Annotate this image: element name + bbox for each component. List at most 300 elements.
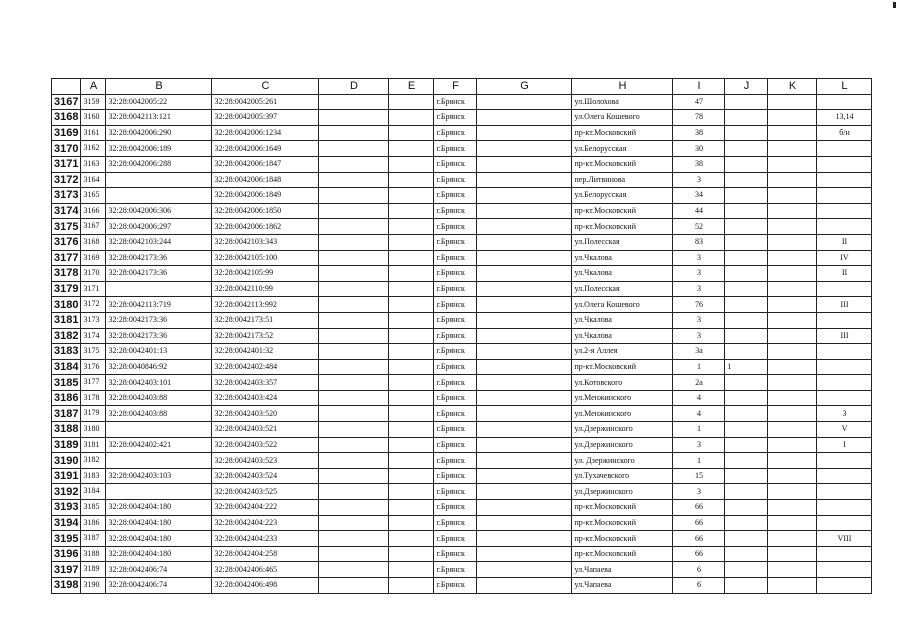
cell-g	[477, 468, 572, 484]
cell-g	[477, 531, 572, 547]
cell-l	[817, 156, 872, 172]
cell-l	[817, 500, 872, 516]
column-header-a: A	[81, 79, 106, 95]
cell-f: г.Брянск	[434, 437, 477, 453]
cell-i: 66	[673, 515, 725, 531]
scan-edge-mark	[893, 2, 896, 8]
cell-h: ул.Менжинского	[572, 390, 673, 406]
column-header-row	[52, 79, 872, 95]
cell-j	[725, 203, 768, 219]
cell-d	[319, 297, 389, 313]
cell-f: г.Брянск	[434, 546, 477, 562]
cell-a: 3172	[81, 297, 106, 313]
cell-d	[319, 188, 389, 204]
cell-a: 3169	[81, 250, 106, 266]
cell-a: 3184	[81, 484, 106, 500]
cell-i: 3	[673, 437, 725, 453]
cell-f: г.Брянск	[434, 500, 477, 516]
cell-d	[319, 125, 389, 141]
cell-g	[477, 156, 572, 172]
cell-b: 32:28:0042403:88	[106, 406, 212, 422]
cell-j	[725, 344, 768, 360]
cell-l	[817, 468, 872, 484]
table-row	[52, 344, 872, 360]
cell-a: 3176	[81, 359, 106, 375]
row-number: 3174	[52, 203, 81, 219]
cell-b: 32:28:0042005:22	[106, 94, 212, 110]
cell-i: 4	[673, 390, 725, 406]
cell-f: г.Брянск	[434, 203, 477, 219]
cell-e	[389, 359, 434, 375]
cell-h: ул.2-я Аллея	[572, 344, 673, 360]
column-header-l: L	[817, 79, 872, 95]
cell-b: 32:28:0042113:121	[106, 110, 212, 126]
cell-l	[817, 344, 872, 360]
cell-d	[319, 203, 389, 219]
cell-e	[389, 546, 434, 562]
cell-c: 32:28:0042404:258	[212, 546, 319, 562]
cell-a: 3170	[81, 266, 106, 282]
cell-g	[477, 422, 572, 438]
cell-i: 3	[673, 328, 725, 344]
cell-b: 32:28:0042173:36	[106, 328, 212, 344]
column-header-j: J	[725, 79, 768, 95]
cell-j	[725, 297, 768, 313]
row-number: 3183	[52, 344, 81, 360]
cell-a: 3159	[81, 94, 106, 110]
cell-e	[389, 515, 434, 531]
cell-l	[817, 578, 872, 594]
cell-j	[725, 375, 768, 391]
table-row	[52, 250, 872, 266]
column-header-f: F	[434, 79, 477, 95]
cell-h: пр-кт.Московский	[572, 203, 673, 219]
spreadsheet-table	[51, 78, 872, 594]
cell-k	[768, 156, 817, 172]
cell-e	[389, 562, 434, 578]
cell-e	[389, 406, 434, 422]
cell-d	[319, 484, 389, 500]
cell-g	[477, 281, 572, 297]
cell-a: 3165	[81, 188, 106, 204]
cell-j	[725, 281, 768, 297]
table-row	[52, 390, 872, 406]
cell-c: 32:28:0042401:32	[212, 344, 319, 360]
row-number: 3187	[52, 406, 81, 422]
cell-b: 32:28:0042403:101	[106, 375, 212, 391]
cell-h: ул.Шолохова	[572, 94, 673, 110]
cell-c: 32:28:0042005:397	[212, 110, 319, 126]
cell-c: 32:28:0042403:521	[212, 422, 319, 438]
cell-l: IV	[817, 250, 872, 266]
row-number: 3169	[52, 125, 81, 141]
cell-j	[725, 546, 768, 562]
cell-h: ул.Менжинского	[572, 406, 673, 422]
cell-d	[319, 156, 389, 172]
cell-a: 3183	[81, 468, 106, 484]
cell-l	[817, 172, 872, 188]
column-header-b: B	[106, 79, 212, 95]
cell-b: 32:28:0042403:103	[106, 468, 212, 484]
row-number: 3193	[52, 500, 81, 516]
cell-f: г.Брянск	[434, 312, 477, 328]
cell-g	[477, 266, 572, 282]
cell-j	[725, 578, 768, 594]
cell-f: г.Брянск	[434, 110, 477, 126]
cell-a: 3179	[81, 406, 106, 422]
cell-a: 3168	[81, 234, 106, 250]
cell-a: 3182	[81, 453, 106, 469]
cell-c: 32:28:0042103:343	[212, 234, 319, 250]
cell-a: 3177	[81, 375, 106, 391]
column-header-g: G	[477, 79, 572, 95]
cell-l	[817, 141, 872, 157]
row-number: 3188	[52, 422, 81, 438]
cell-b: 32:28:0042006:288	[106, 156, 212, 172]
cell-g	[477, 390, 572, 406]
cell-j	[725, 406, 768, 422]
cell-l: III	[817, 297, 872, 313]
cell-d	[319, 437, 389, 453]
cell-j	[725, 125, 768, 141]
cell-c: 32:28:0042403:524	[212, 468, 319, 484]
cell-h: ул.Чкалова	[572, 312, 673, 328]
cell-b: 32:28:0042403:88	[106, 390, 212, 406]
cell-l: VIII	[817, 531, 872, 547]
cell-c: 32:28:0042110:99	[212, 281, 319, 297]
cell-k	[768, 578, 817, 594]
cell-i: 47	[673, 94, 725, 110]
row-number: 3181	[52, 312, 81, 328]
cell-g	[477, 500, 572, 516]
cell-l	[817, 188, 872, 204]
cell-c: 32:28:0042173:51	[212, 312, 319, 328]
cell-j	[725, 562, 768, 578]
row-number: 3185	[52, 375, 81, 391]
cell-d	[319, 453, 389, 469]
cell-l	[817, 484, 872, 500]
cell-b: 32:28:0042402:421	[106, 437, 212, 453]
cell-c: 32:28:0042403:357	[212, 375, 319, 391]
cell-e	[389, 156, 434, 172]
cell-j	[725, 531, 768, 547]
table-row	[52, 297, 872, 313]
cell-k	[768, 422, 817, 438]
cell-e	[389, 234, 434, 250]
cell-a: 3187	[81, 531, 106, 547]
table-row	[52, 141, 872, 157]
cell-h: ул.Котовского	[572, 375, 673, 391]
table-row	[52, 219, 872, 235]
cell-d	[319, 172, 389, 188]
cell-k	[768, 546, 817, 562]
cell-b: 32:28:0042404:180	[106, 546, 212, 562]
cell-d	[319, 375, 389, 391]
cell-d	[319, 390, 389, 406]
table-row	[52, 266, 872, 282]
cell-k	[768, 203, 817, 219]
cell-g	[477, 188, 572, 204]
cell-j	[725, 188, 768, 204]
cell-b: 32:28:0040846:92	[106, 359, 212, 375]
row-number: 3197	[52, 562, 81, 578]
cell-a: 3160	[81, 110, 106, 126]
cell-k	[768, 110, 817, 126]
table-row	[52, 515, 872, 531]
cell-d	[319, 94, 389, 110]
cell-g	[477, 172, 572, 188]
cell-j	[725, 266, 768, 282]
cell-g	[477, 375, 572, 391]
cell-i: 4	[673, 406, 725, 422]
cell-i: 3	[673, 250, 725, 266]
cell-c: 32:28:0042006:1234	[212, 125, 319, 141]
cell-c: 32:28:0042403:525	[212, 484, 319, 500]
cell-j	[725, 422, 768, 438]
cell-j	[725, 437, 768, 453]
cell-k	[768, 219, 817, 235]
cell-f: г.Брянск	[434, 219, 477, 235]
cell-g	[477, 515, 572, 531]
cell-e	[389, 453, 434, 469]
cell-g	[477, 312, 572, 328]
table-row	[52, 422, 872, 438]
table-row	[52, 375, 872, 391]
row-number: 3167	[52, 94, 81, 110]
cell-d	[319, 515, 389, 531]
table-row	[52, 234, 872, 250]
cell-e	[389, 110, 434, 126]
cell-d	[319, 531, 389, 547]
cell-a: 3163	[81, 156, 106, 172]
table-row	[52, 531, 872, 547]
cell-h: ул.Полесская	[572, 281, 673, 297]
cell-i: 3	[673, 172, 725, 188]
cell-k	[768, 531, 817, 547]
row-number: 3173	[52, 188, 81, 204]
row-number: 3172	[52, 172, 81, 188]
cell-g	[477, 546, 572, 562]
cell-f: г.Брянск	[434, 484, 477, 500]
cell-a: 3190	[81, 578, 106, 594]
cell-l: б/н	[817, 125, 872, 141]
cell-i: 52	[673, 219, 725, 235]
cell-b	[106, 188, 212, 204]
cell-k	[768, 234, 817, 250]
cell-j	[725, 250, 768, 266]
cell-h: ул.Чкалова	[572, 266, 673, 282]
cell-b: 32:28:0042406:74	[106, 562, 212, 578]
cell-k	[768, 281, 817, 297]
cell-e	[389, 312, 434, 328]
cell-c: 32:28:0042404:222	[212, 500, 319, 516]
cell-j	[725, 172, 768, 188]
cell-i: 30	[673, 141, 725, 157]
cell-k	[768, 375, 817, 391]
cell-k	[768, 172, 817, 188]
table-row	[52, 203, 872, 219]
cell-e	[389, 437, 434, 453]
table-row	[52, 94, 872, 110]
column-header-k: K	[768, 79, 817, 95]
row-number: 3196	[52, 546, 81, 562]
row-number: 3177	[52, 250, 81, 266]
cell-a: 3161	[81, 125, 106, 141]
cell-f: г.Брянск	[434, 188, 477, 204]
cell-f: г.Брянск	[434, 406, 477, 422]
cell-d	[319, 110, 389, 126]
cell-f: г.Брянск	[434, 453, 477, 469]
cell-j	[725, 156, 768, 172]
cell-f: г.Брянск	[434, 156, 477, 172]
cell-c: 32:28:0042403:523	[212, 453, 319, 469]
cell-g	[477, 328, 572, 344]
cell-e	[389, 219, 434, 235]
cell-g	[477, 125, 572, 141]
cell-f: г.Брянск	[434, 359, 477, 375]
cell-h: ул.Тухачевского	[572, 468, 673, 484]
table-body	[52, 94, 872, 593]
cell-e	[389, 188, 434, 204]
cell-k	[768, 266, 817, 282]
cell-e	[389, 390, 434, 406]
cell-h: ул.Чкалова	[572, 250, 673, 266]
cell-j	[725, 515, 768, 531]
cell-i: 38	[673, 125, 725, 141]
cell-k	[768, 515, 817, 531]
cell-i: 2а	[673, 375, 725, 391]
column-header-c: C	[212, 79, 319, 95]
cell-f: г.Брянск	[434, 468, 477, 484]
cell-f: г.Брянск	[434, 328, 477, 344]
row-number: 3179	[52, 281, 81, 297]
cell-i: 3а	[673, 344, 725, 360]
row-number: 3195	[52, 531, 81, 547]
cell-f: г.Брянск	[434, 125, 477, 141]
cell-a: 3186	[81, 515, 106, 531]
cell-d	[319, 562, 389, 578]
cell-e	[389, 375, 434, 391]
table-row	[52, 110, 872, 126]
row-number: 3171	[52, 156, 81, 172]
table-row	[52, 546, 872, 562]
cell-b: 32:28:0042006:290	[106, 125, 212, 141]
cell-e	[389, 578, 434, 594]
cell-g	[477, 219, 572, 235]
cell-c: 32:28:0042406:498	[212, 578, 319, 594]
cell-i: 76	[673, 297, 725, 313]
cell-e	[389, 328, 434, 344]
cell-b	[106, 422, 212, 438]
row-number: 3194	[52, 515, 81, 531]
cell-i: 38	[673, 156, 725, 172]
cell-h: пр-кт.Московский	[572, 359, 673, 375]
cell-j	[725, 141, 768, 157]
cell-j: 1	[725, 359, 768, 375]
cell-c: 32:28:0042006:1862	[212, 219, 319, 235]
cell-e	[389, 468, 434, 484]
cell-l	[817, 375, 872, 391]
cell-b: 32:28:0042113:719	[106, 297, 212, 313]
cell-g	[477, 406, 572, 422]
cell-h: ул.Белорусская	[572, 188, 673, 204]
cell-i: 83	[673, 234, 725, 250]
cell-a: 3171	[81, 281, 106, 297]
cell-i: 6	[673, 562, 725, 578]
cell-j	[725, 484, 768, 500]
cell-b: 32:28:0042404:180	[106, 500, 212, 516]
cell-b	[106, 172, 212, 188]
table-row	[52, 125, 872, 141]
cell-c: 32:28:0042406:465	[212, 562, 319, 578]
cell-f: г.Брянск	[434, 515, 477, 531]
row-number: 3180	[52, 297, 81, 313]
cell-i: 78	[673, 110, 725, 126]
cell-c: 32:28:0042403:520	[212, 406, 319, 422]
cell-c: 32:28:0042403:522	[212, 437, 319, 453]
cell-e	[389, 94, 434, 110]
cell-j	[725, 110, 768, 126]
cell-j	[725, 234, 768, 250]
cell-k	[768, 468, 817, 484]
cell-d	[319, 500, 389, 516]
cell-l: V	[817, 422, 872, 438]
cell-j	[725, 390, 768, 406]
column-header-d: D	[319, 79, 389, 95]
cell-c: 32:28:0042005:261	[212, 94, 319, 110]
cell-b	[106, 281, 212, 297]
cell-l	[817, 94, 872, 110]
row-number: 3168	[52, 110, 81, 126]
cell-l: II	[817, 234, 872, 250]
cell-j	[725, 453, 768, 469]
row-number: 3190	[52, 453, 81, 469]
cell-i: 34	[673, 188, 725, 204]
cell-f: г.Брянск	[434, 172, 477, 188]
cell-e	[389, 266, 434, 282]
cell-d	[319, 266, 389, 282]
cell-a: 3188	[81, 546, 106, 562]
table-row	[52, 578, 872, 594]
cell-i: 15	[673, 468, 725, 484]
cell-h: ул.Дзержинского	[572, 484, 673, 500]
cell-b: 32:28:0042404:180	[106, 531, 212, 547]
row-number: 3191	[52, 468, 81, 484]
cell-k	[768, 390, 817, 406]
cell-d	[319, 219, 389, 235]
table-row	[52, 188, 872, 204]
row-number: 3192	[52, 484, 81, 500]
table-row	[52, 453, 872, 469]
cell-f: г.Брянск	[434, 578, 477, 594]
cell-a: 3174	[81, 328, 106, 344]
cell-e	[389, 125, 434, 141]
cell-g	[477, 94, 572, 110]
cell-d	[319, 234, 389, 250]
cell-f: г.Брянск	[434, 344, 477, 360]
table-row	[52, 562, 872, 578]
cell-l: II	[817, 266, 872, 282]
row-number: 3178	[52, 266, 81, 282]
cell-j	[725, 219, 768, 235]
cell-f: г.Брянск	[434, 531, 477, 547]
cell-d	[319, 578, 389, 594]
table-row	[52, 468, 872, 484]
cell-i: 6	[673, 578, 725, 594]
cell-k	[768, 484, 817, 500]
cell-h: ул. Дзержинского	[572, 453, 673, 469]
cell-l: III	[817, 328, 872, 344]
